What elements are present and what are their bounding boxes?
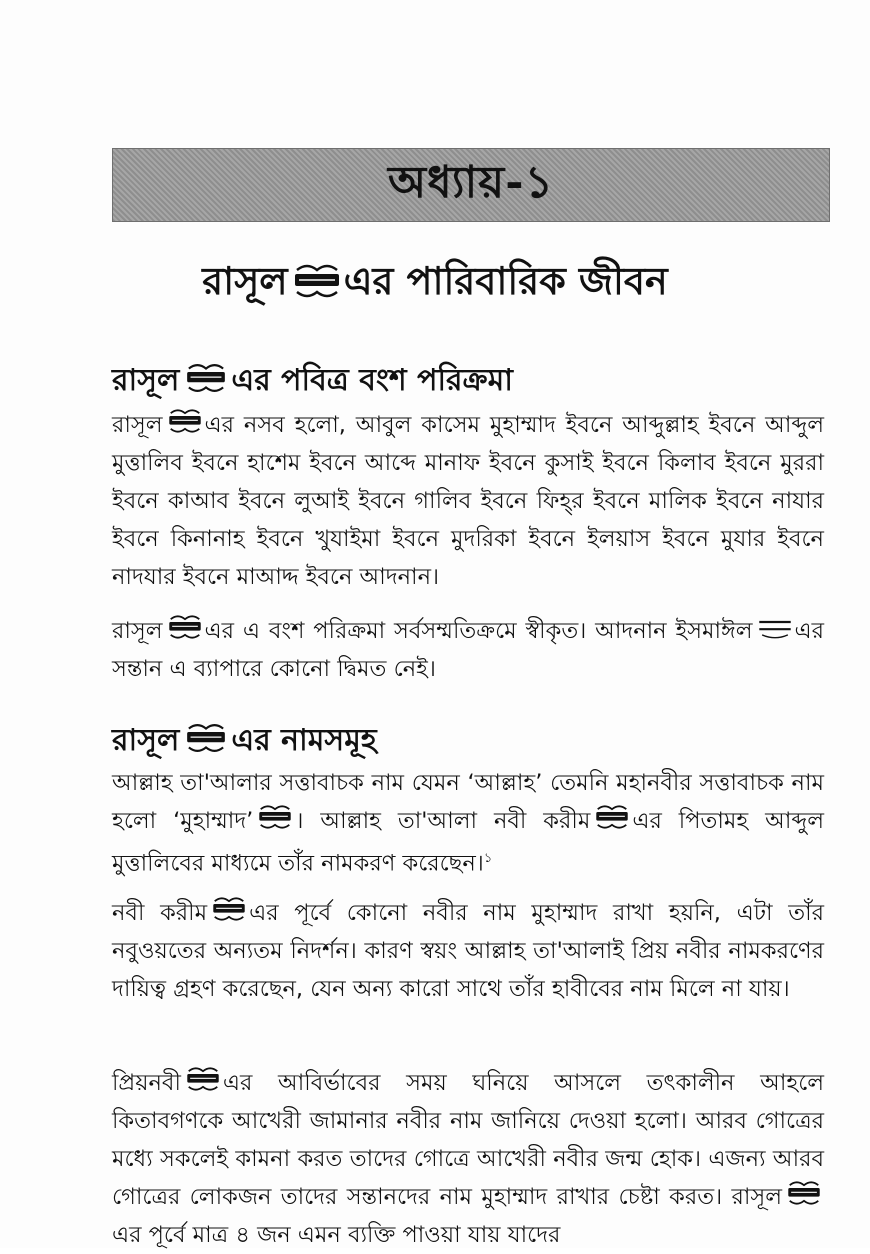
heading-text-before: রাসূল [112, 363, 180, 398]
para-text: এর আবির্ভাবের সময় ঘনিয়ে আসলে তৎকালীন আহলে কিতাবগণকে আখেরী জামানার নবীর নাম জানিয়ে দেওয়া হলো। আরব গোত্রের মধ্যে সকলেই কামনা করত তাদের গোত্রে আখেরী নবীর জন্ম হোক। এজন্য আরব গোত্রের লোকজন তাদের সন্তানদের নাম মুহাম্মাদ রাখার চেষ্টা করত। রাসূল [112, 1070, 824, 1210]
title-text-before: রাসূল [202, 259, 288, 303]
section-heading-lineage [112, 356, 513, 407]
salutation-calligraphy-icon [593, 802, 631, 832]
para-text: এর পূর্বে মাত্র ৪ জন এমন ব্যক্তি পাওয়া যায় যাদের [112, 1222, 561, 1248]
names-paragraph-3 [112, 1064, 824, 1254]
para-text: নবী করীম [112, 900, 208, 926]
salutation-calligraphy-icon [291, 260, 343, 302]
names-paragraph-2 [112, 894, 824, 1008]
alaihis-salam-calligraphy-icon [756, 612, 794, 642]
para-text: এর সন্তান এ ব্যাপারে কোনো দ্বিমত নেই। [112, 618, 824, 682]
chapter-title: অধ্যায়-১ [387, 156, 555, 208]
heading-text-before: রাসূল [112, 723, 180, 758]
salutation-calligraphy-icon [166, 406, 204, 436]
salutation-calligraphy-icon [184, 1064, 222, 1094]
salutation-calligraphy-icon [182, 720, 230, 756]
chapter-banner [112, 148, 830, 222]
salutation-calligraphy-icon [210, 894, 248, 924]
title-text-after: এর পারিবারিক জীবন [343, 259, 668, 303]
names-paragraph-1 [112, 764, 824, 883]
heading-text-after: এর নামসমূহ [231, 723, 377, 758]
para-text: রাসূল [112, 618, 163, 644]
lineage-paragraph [112, 406, 824, 596]
lineage-acceptance-paragraph [112, 612, 824, 688]
section-heading-names [112, 716, 377, 767]
para-text: এর এ বংশ পরিক্রমা সর্বসম্মতিক্রমে স্বীকৃত। আদনান ইসমাঈল [204, 618, 753, 644]
para-text: প্রিয়নবী [112, 1070, 181, 1096]
para-text: । আল্লাহ তা'আলা নবী করীম [295, 808, 591, 834]
salutation-calligraphy-icon [166, 612, 204, 642]
page-title [0, 252, 870, 316]
para-text: আল্লাহ তা'আলার সত্তাবাচক নাম যেমন ‘আল্লাহ’ তেমনি মহানবীর সত্তাবাচক নাম হলো ‘মুহাম্মাদ’ [112, 770, 824, 834]
heading-text-after: এর পবিত্র বংশ পরিক্রমা [231, 363, 513, 398]
para-text: রাসূল [112, 412, 163, 438]
salutation-calligraphy-icon [785, 1178, 823, 1208]
footnote-marker: ১ [483, 851, 493, 866]
para-text: এর নসব হলো, আবুল কাসেম মুহাম্মাদ ইবনে আব্দুল্লাহ ইবনে আব্দুল মুত্তালিব ইবনে হাশেম ইবনে আব্দে মানাফ ইবনে কুসাই ইবনে কিলাব ইবনে মুররা ইবনে কাআব ইবনে লুআই ইবনে গালিব ইবনে ফিহ্‌র ইবনে মালিক ইবনে নাযার ইবনে কিনানাহ ইবনে খুযাইমা ইবনে মুদরিকা ইবনে ইলয়াস ইবনে মুযার ইবনে নাদযার ইবনে মাআদ্দ ইবনে আদনান। [112, 412, 824, 590]
salutation-calligraphy-icon [256, 802, 294, 832]
salutation-calligraphy-icon [182, 360, 230, 396]
para-text: এর পিতামহ আব্দুল মুত্তালিবের মাধ্যমে তাঁর নামকরণ করেছেন। [112, 808, 824, 877]
para-text: এর পূর্বে কোনো নবীর নাম মুহাম্মাদ রাখা হয়নি, এটা তাঁর নবুওয়তের অন্যতম নিদর্শন। কারণ স্বয়ং আল্লাহ তা'আলাই প্রিয় নবীর নামকরণের দায়িত্ব গ্রহণ করেছেন, যেন অন্য কারো সাথে তাঁর হাবীবের নাম মিলে না যায়। [112, 900, 824, 1002]
